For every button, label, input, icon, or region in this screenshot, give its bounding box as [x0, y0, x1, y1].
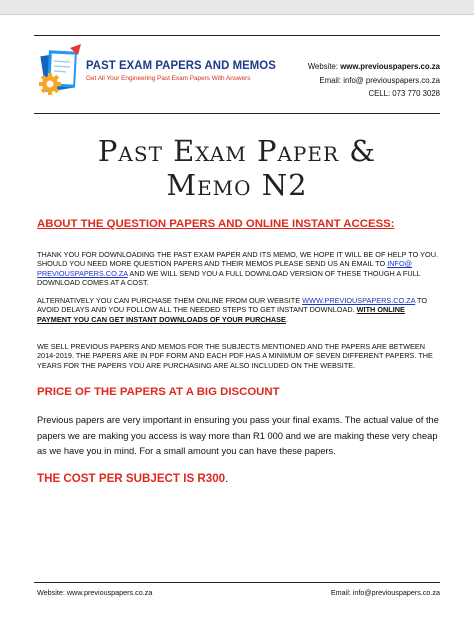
page-title-line2: Memo N2 — [166, 168, 308, 202]
about-p2-text: ALTERNATIVELY YOU CAN PURCHASE THEM ONLINE FROM OUR WEBSITE — [37, 296, 303, 305]
top-strip — [0, 0, 474, 15]
cost-text: THE COST PER SUBJECT IS R300 — [37, 472, 226, 485]
website-link[interactable]: www.previouspapers.co.za — [340, 62, 440, 71]
about-p1-text-end: AND WE WILL SEND YOU A FULL DOWNLOAD VERSION OF THESE THOUGH A FULL DOWNLOAD COMES AT A COST. — [37, 268, 421, 288]
price-heading: PRICE OF THE PAPERS AT A BIG DISCOUNT — [37, 386, 280, 398]
email-link[interactable]: info@ previouspapers.co.za — [343, 75, 440, 85]
about-paragraph-3: WE SELL PREVIOUS PAPERS AND MEMOS FOR THE SUBJECTS MENTIONED AND THE PAPERS ARE BETWEEN 2014-2019. THE PAPERS ARE IN PDF FORM AND EACH PDF HAS A MINIMUM OF SEVEN DIFFERENT PAPERS. THE YEARS FOR THE PAPERS YOU ARE PURCHASING ARE ALSO INCLUDED ON THE WEBSITE. — [37, 342, 433, 370]
contact-block — [308, 60, 440, 101]
about-paragraph-1 — [37, 250, 439, 288]
about-p2-text-middle: TO AVOID DELAYS AND YOU FOLLOW ALL THE NEEDED STEPS TO GET INSTANT DOWNLOAD. — [37, 296, 428, 315]
footer-email: Email: info@previouspapers.co.za — [330, 588, 440, 597]
footer-website: Website: www.previouspapers.co.za — [37, 588, 153, 597]
email-label: Email: — [319, 75, 344, 85]
email-link-inline[interactable]: INFO@ PREVIOUSPAPERS.CO.ZA — [37, 259, 413, 278]
logo-pages-gear-icon — [36, 42, 86, 102]
footer-rule — [34, 582, 440, 583]
about-p2-bold: WITH ONLINE PAYMENT YOU CAN GET INSTANT DOWNLOADS OF YOUR PURCHASE — [37, 305, 405, 324]
page-title — [0, 134, 474, 202]
price-paragraph: Previous papers are very important in ensuring you pass your final exams. The actual value of the papers we are making you access is way more than R1 000 and we are making these very cheap as we have you in mind. For a small amount you can have these papers. — [37, 415, 439, 456]
about-p2-period: . — [285, 314, 288, 324]
website-link-inline[interactable]: WWW.PREVIOUSPAPERS.CO.ZA — [302, 296, 416, 305]
brand-tagline: Get All Your Engineering Past Exam Papers With Answers — [86, 75, 251, 82]
about-heading: ABOUT THE QUESTION PAPERS AND ONLINE INSTANT ACCESS: — [37, 218, 395, 230]
cost-period: . — [225, 472, 229, 485]
cost-line — [37, 472, 228, 485]
website-label: Website: — [307, 62, 341, 71]
brand-name: PAST EXAM PAPERS AND MEMOS — [86, 58, 276, 72]
header-rule-bottom — [34, 113, 440, 114]
cell-label: CELL: — [368, 89, 393, 98]
about-p1-text: THANK YOU FOR DOWNLOADING THE PAST EXAM PAPER AND ITS MEMO, WE HOPE IT WILL BE OF HELP TO YOU. SHOULD YOU NEED MORE QUESTION PAPERS AND THEIR MEMOS PLEASE SEND US AN EMAIL TO — [37, 250, 438, 269]
page-title-line1: Past Exam Paper & — [97, 134, 377, 168]
about-paragraph-2 — [37, 296, 439, 324]
header-rule-top — [34, 35, 440, 36]
cell-number: 073 770 3028 — [392, 89, 440, 98]
